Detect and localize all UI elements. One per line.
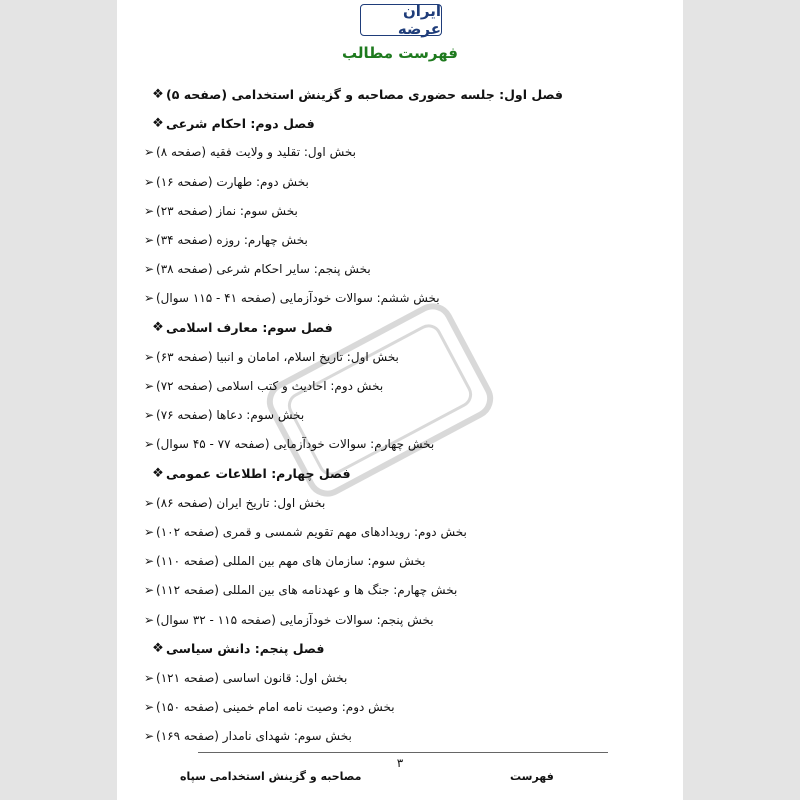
arrow-bullet-icon: ➢ [143,379,155,393]
footer-book-title: مصاحبه و گزینش استخدامی سپاه [180,770,362,783]
toc-section-entry [142,258,622,280]
arrow-bullet-icon: ➢ [143,495,155,510]
arrow-bullet-icon: ➢ [143,729,155,744]
toc-section-entry [142,200,622,222]
diamond-bullet-icon: ❖ [152,466,164,482]
toc-entry-text: فصل اول: جلسه حضوری مصاحبه و گزینش استخدامی (صفحه ۵) [166,86,563,102]
arrow-bullet-icon: ➢ [143,349,155,364]
toc-section-entry [142,550,622,572]
toc-section-entry [142,667,622,689]
arrow-bullet-icon: ➢ [143,554,155,569]
toc-section-entry [142,346,622,368]
toc-entry-text: بخش ششم: سوالات خودآزمایی (صفحه ۴۱ - ۱۱۵ سوال) [156,291,440,306]
toc-entry-text: بخش دوم: احادیث و کتب اسلامی (صفحه ۷۲) [156,379,384,393]
toc-entry-text: فصل چهارم: اطلاعات عمومی [166,466,351,482]
toc-section-entry [142,404,622,426]
arrow-bullet-icon: ➢ [143,203,155,218]
toc-section-entry [142,171,622,193]
toc-entry-text: بخش چهارم: سوالات خودآزمایی (صفحه ۷۷ - ۴۵ سوال) [156,437,435,452]
arrow-bullet-icon: ➢ [143,612,155,627]
toc-chapter-entry [150,463,630,485]
toc-entry-text: فصل دوم: احکام شرعی [166,115,315,131]
toc-entry-text: بخش پنجم: سوالات خودآزمایی (صفحه ۱۱۵ - ۳۲ سوال) [156,612,434,627]
toc-section-entry [142,725,622,747]
toc-chapter-entry [150,317,630,339]
toc-section-entry [142,229,622,251]
toc-entry-text: بخش پنجم: سایر احکام شرعی (صفحه ۳۸) [156,262,371,277]
diamond-bullet-icon: ❖ [152,320,164,336]
logo-text: ایران عرضه [397,2,441,38]
toc-entry-text: بخش دوم: رویدادهای مهم تقویم شمسی و قمری (صفحه ۱۰۲) [156,525,467,539]
toc-section-entry [142,433,622,455]
toc-entry-text: بخش اول: تاریخ اسلام، امامان و انبیا (صفحه ۶۳) [156,349,399,364]
footer-divider [198,752,608,753]
toc-entry-text: فصل سوم: معارف اسلامی [166,320,333,336]
toc-section-entry [142,287,622,309]
toc-entry-text: فصل پنجم: دانش سیاسی [166,641,325,657]
toc-entry-text: بخش اول: تقلید و ولایت فقیه (صفحه ۸) [156,145,356,160]
toc-entry-text: بخش سوم: دعاها (صفحه ۷۶) [156,408,305,423]
toc-chapter-entry [150,638,630,660]
arrow-bullet-icon: ➢ [143,671,155,685]
toc-chapter-entry [150,83,630,105]
toc-entry-text: بخش دوم: طهارت (صفحه ۱۶) [156,174,309,189]
arrow-bullet-icon: ➢ [143,291,155,306]
toc-section-entry [142,579,622,601]
toc-section-entry [142,492,622,514]
arrow-bullet-icon: ➢ [143,437,155,452]
toc-section-entry [142,696,622,718]
arrow-bullet-icon: ➢ [143,233,155,247]
arrow-bullet-icon: ➢ [143,700,155,715]
toc-entry-text: بخش چهارم: روزه (صفحه ۳۴) [156,233,308,247]
toc-section-entry [142,609,622,631]
toc-entry-text: بخش سوم: شهدای نامدار (صفحه ۱۶۹) [156,729,352,744]
diamond-bullet-icon: ❖ [152,641,164,657]
arrow-bullet-icon: ➢ [143,174,155,189]
toc-entry-text: بخش دوم: وصیت نامه امام خمینی (صفحه ۱۵۰) [156,700,395,715]
toc-section-entry [142,521,622,543]
toc-chapter-entry [150,112,630,134]
toc-section-entry [142,375,622,397]
footer-section-label: فهرست [510,770,554,783]
toc-entry-text: بخش سوم: سازمان های مهم بین المللی (صفحه ۱۱۰) [156,554,426,569]
diamond-bullet-icon: ❖ [152,115,164,131]
toc-entry-text: بخش اول: تاریخ ایران (صفحه ۸۶) [156,495,326,510]
arrow-bullet-icon: ➢ [143,262,155,277]
toc-entry-text: بخش اول: قانون اساسی (صفحه ۱۲۱) [156,671,348,685]
toc-entry-text: بخش سوم: نماز (صفحه ۲۳) [156,203,298,218]
page-title: فهرست مطالب [342,44,458,62]
diamond-bullet-icon: ❖ [152,86,164,102]
arrow-bullet-icon: ➢ [143,145,155,160]
arrow-bullet-icon: ➢ [143,525,155,539]
page-number: ۳ [396,756,404,770]
toc-entry-text: بخش چهارم: جنگ ها و عهدنامه های بین المللی (صفحه ۱۱۲) [156,583,458,598]
arrow-bullet-icon: ➢ [143,408,155,423]
toc-section-entry [142,141,622,163]
arrow-bullet-icon: ➢ [143,583,155,598]
